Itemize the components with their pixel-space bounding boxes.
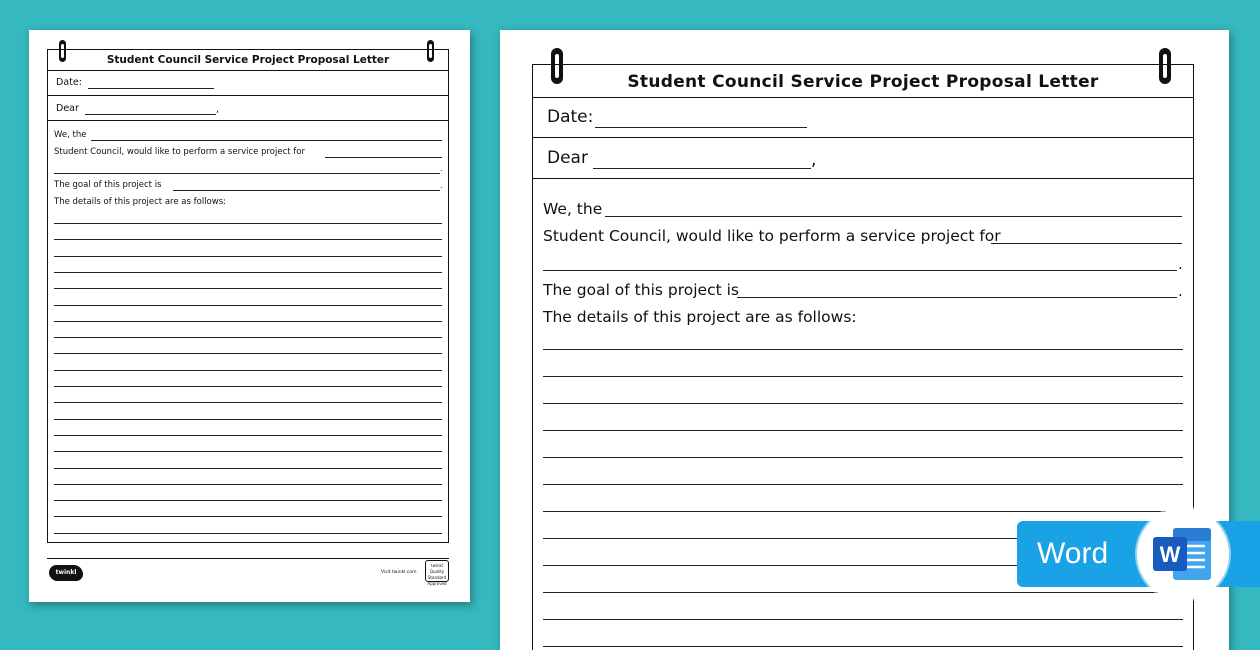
dear-row (533, 138, 1193, 179)
dear-comma: , (216, 104, 220, 115)
worksheet-title: Student Council Service Project Proposal Letter (48, 50, 448, 71)
write-line (54, 419, 442, 420)
write-line (173, 190, 440, 191)
write-line (54, 223, 442, 224)
write-line (54, 435, 442, 436)
write-line (54, 239, 442, 240)
write-line (91, 140, 442, 141)
we-the-label: We, the (543, 200, 603, 218)
write-line (543, 376, 1183, 377)
write-line (543, 619, 1183, 620)
dear-underline (593, 168, 811, 169)
visit-link: Visit twinkl.com (381, 570, 417, 575)
date-underline (595, 127, 807, 128)
goal-label: The goal of this project is (54, 180, 162, 190)
write-line (54, 321, 442, 322)
write-line (605, 216, 1182, 217)
we-the-label: We, the (54, 130, 87, 140)
dear-label: Dear (56, 103, 79, 114)
write-line (54, 337, 442, 338)
write-line (543, 457, 1183, 458)
write-line (54, 468, 442, 469)
period: . (440, 181, 443, 190)
quality-badge: twinkl Quality Standard Approved (425, 560, 449, 582)
write-line (54, 256, 442, 257)
date-underline (88, 88, 214, 89)
period: . (1178, 282, 1183, 300)
write-line (543, 403, 1183, 404)
date-label: Date: (56, 77, 82, 88)
details-label: The details of this project are as follows: (543, 308, 857, 326)
write-line (54, 402, 442, 403)
twinkl-logo: twinkl (49, 565, 83, 581)
period: . (440, 164, 443, 173)
write-line (543, 430, 1183, 431)
letter-body (48, 121, 448, 541)
dear-comma: , (811, 150, 817, 170)
write-line (54, 500, 442, 501)
word-label: Word (1037, 537, 1109, 570)
footer-divider (47, 558, 449, 559)
write-line (54, 533, 442, 534)
write-line (54, 272, 442, 273)
dear-underline (85, 114, 216, 115)
word-logo-svg (1137, 508, 1229, 600)
write-line (543, 349, 1183, 350)
service-project-label: Student Council, would like to perform a service project for (54, 147, 305, 157)
write-line (54, 386, 442, 387)
service-project-label: Student Council, would like to perform a service project for (543, 227, 1001, 245)
worksheet-title: Student Council Service Project Proposal Letter (533, 65, 1193, 98)
microsoft-word-icon (1137, 508, 1229, 600)
date-row (533, 98, 1193, 138)
write-line (54, 516, 442, 517)
write-line (325, 157, 442, 158)
write-line (54, 305, 442, 306)
date-label: Date: (547, 107, 594, 127)
goal-label: The goal of this project is (543, 281, 739, 299)
word-icon-letter: W (1159, 542, 1181, 567)
write-line (543, 592, 1183, 593)
write-line (737, 297, 1177, 298)
details-label: The details of this project are as follows: (54, 197, 226, 207)
period: . (1178, 255, 1183, 273)
dear-label: Dear (547, 148, 588, 168)
write-line (543, 270, 1177, 271)
write-line (54, 451, 442, 452)
worksheet-preview-small (29, 30, 470, 602)
write-line (54, 484, 442, 485)
dear-row (48, 96, 448, 121)
write-line (543, 646, 1183, 647)
worksheet-form (47, 49, 449, 543)
date-row (48, 71, 448, 96)
write-line (991, 243, 1182, 244)
write-line (543, 511, 1183, 512)
write-line (54, 353, 442, 354)
write-line (54, 173, 440, 174)
write-line (543, 484, 1183, 485)
write-line (54, 370, 442, 371)
write-line (54, 288, 442, 289)
